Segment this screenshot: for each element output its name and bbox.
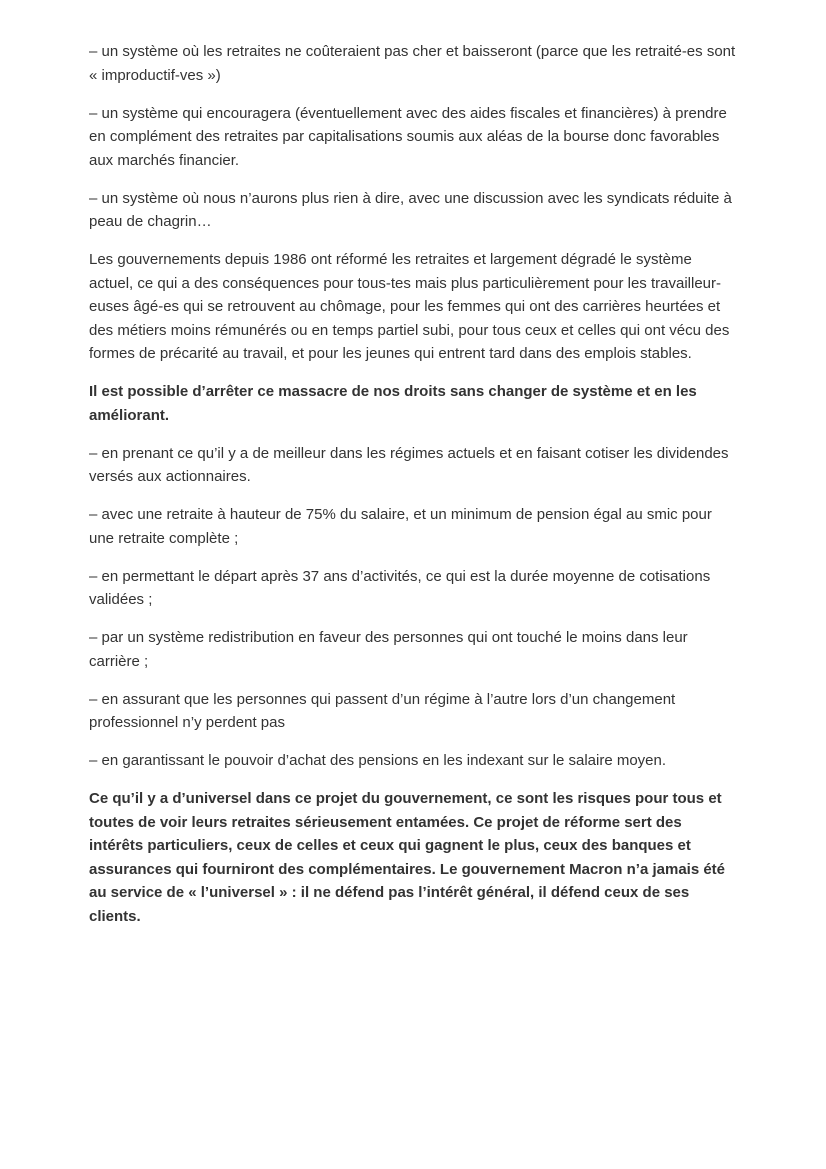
paragraph-list-item: – un système qui encouragera (éventuellement avec des aides fiscales et financières) à prendre en complément des retraites par capitalisations soumis aux aléas de la bourse donc favorables aux marchés financier.: [89, 104, 727, 169]
document-page: [89, 40, 739, 943]
paragraph-list-item: – en garantissant le pouvoir d’achat des pensions en les indexant sur le salaire moyen.: [89, 752, 667, 769]
paragraph-list-item: – en prenant ce qu’il y a de meilleur dans les régimes actuels et en faisant cotiser les dividendes versés aux actionnaires.: [89, 444, 729, 485]
paragraph-bold-conclusion: Ce qu’il y a d’universel dans ce projet du gouvernement, ce sont les risques pour tous et toutes de voir leurs retraites sérieusement entamées. Ce projet de réforme sert des intérêts particuliers, ceux de celles et ceux qui gagnent le plus, ceux des banques et assurances qui fourniront des complémentaires. Le gouvernement Macron n’a jamais été au service de « l’universel » : il ne défend pas l’intérêt général, il défend ceux de ses clients.: [89, 790, 726, 925]
paragraph-list-item: – en permettant le départ après 37 ans d’activités, ce qui est la durée moyenne de cotisations validées ;: [89, 567, 711, 608]
paragraph-list-item: – en assurant que les personnes qui passent d’un régime à l’autre lors d’un changement professionnel n’y perdent pas: [89, 690, 676, 731]
paragraph-body: Les gouvernements depuis 1986 ont réformé les retraites et largement dégradé le système actuel, ce qui a des conséquences pour tous-tes mais plus particulièrement pour les travailleur-euses âgé-es qui se retrouvent au chômage, pour les femmes qui ont des carrières heurtées et des métiers moins rémunérés ou en temps partiel subi, pour tous ceux et celles qui ont vécu des formes de précarité au travail, et pour les jeunes qui entrent tard dans des emplois stables.: [89, 251, 730, 362]
paragraph-list-item: – avec une retraite à hauteur de 75% du salaire, et un minimum de pension égal au smic pour une retraite complète ;: [89, 506, 712, 547]
paragraph-bold-statement: Il est possible d’arrêter ce massacre de nos droits sans changer de système et en les améliorant.: [89, 383, 697, 424]
paragraph-list-item: – un système où nous n’aurons plus rien à dire, avec une discussion avec les syndicats réduite à peau de chagrin…: [89, 189, 732, 230]
paragraph-list-item: – par un système redistribution en faveur des personnes qui ont touché le moins dans leur carrière ;: [89, 629, 688, 670]
paragraph-list-item: – un système où les retraites ne coûteraient pas cher et baisseront (parce que les retraité-es sont « improductif-ves »): [89, 43, 736, 84]
